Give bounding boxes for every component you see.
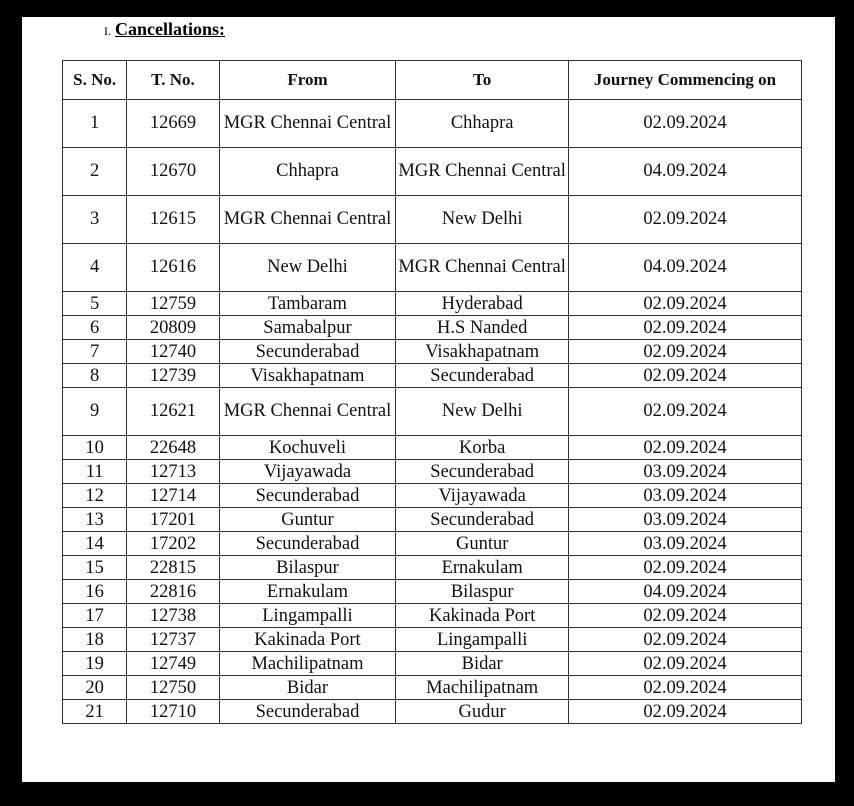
cell-from: Kakinada Port — [219, 628, 396, 652]
table-row — [63, 460, 802, 484]
cell-from: MGR Chennai Central — [219, 196, 396, 244]
table-row — [63, 316, 802, 340]
cell-tno: 12759 — [127, 292, 219, 316]
cell-tno: 22815 — [127, 556, 219, 580]
cell-sno: 9 — [63, 388, 127, 436]
table-row — [63, 604, 802, 628]
document-page — [22, 17, 835, 782]
cell-date: 02.09.2024 — [569, 676, 802, 700]
table-header-row — [63, 61, 802, 100]
section-heading — [104, 19, 225, 40]
cell-to: Kakinada Port — [396, 604, 569, 628]
cell-to: H.S Nanded — [396, 316, 569, 340]
cell-date: 02.09.2024 — [569, 604, 802, 628]
cell-to: Bilaspur — [396, 580, 569, 604]
cell-to: Korba — [396, 436, 569, 460]
cell-tno: 12750 — [127, 676, 219, 700]
cell-to: Gudur — [396, 700, 569, 724]
cell-from: Kochuveli — [219, 436, 396, 460]
cell-tno: 22648 — [127, 436, 219, 460]
cell-from: Secunderabad — [219, 700, 396, 724]
cell-sno: 3 — [63, 196, 127, 244]
cell-tno: 12739 — [127, 364, 219, 388]
table-row — [63, 100, 802, 148]
cell-tno: 12738 — [127, 604, 219, 628]
cell-sno: 12 — [63, 484, 127, 508]
cell-from: Samabalpur — [219, 316, 396, 340]
cell-to: Ernakulam — [396, 556, 569, 580]
cancellations-table — [62, 60, 802, 724]
cell-date: 03.09.2024 — [569, 532, 802, 556]
header-journey-date: Journey Commencing on — [569, 61, 802, 100]
cell-tno: 12621 — [127, 388, 219, 436]
cell-sno: 13 — [63, 508, 127, 532]
cell-date: 02.09.2024 — [569, 436, 802, 460]
cell-to: Bidar — [396, 652, 569, 676]
cell-date: 02.09.2024 — [569, 652, 802, 676]
cell-sno: 15 — [63, 556, 127, 580]
cell-tno: 12616 — [127, 244, 219, 292]
table-row — [63, 676, 802, 700]
cell-date: 04.09.2024 — [569, 580, 802, 604]
table-row — [63, 196, 802, 244]
cell-from: Bilaspur — [219, 556, 396, 580]
table-row — [63, 340, 802, 364]
cell-date: 02.09.2024 — [569, 316, 802, 340]
cell-to: Chhapra — [396, 100, 569, 148]
cell-sno: 21 — [63, 700, 127, 724]
cell-sno: 1 — [63, 100, 127, 148]
cell-to: MGR Chennai Central — [396, 244, 569, 292]
cell-sno: 17 — [63, 604, 127, 628]
cell-from: Ernakulam — [219, 580, 396, 604]
cell-date: 02.09.2024 — [569, 364, 802, 388]
cell-to: Guntur — [396, 532, 569, 556]
cell-from: Secunderabad — [219, 340, 396, 364]
header-sno: S. No. — [63, 61, 127, 100]
cell-to: Secunderabad — [396, 508, 569, 532]
cell-sno: 20 — [63, 676, 127, 700]
cell-tno: 12714 — [127, 484, 219, 508]
cell-to: Vijayawada — [396, 484, 569, 508]
table-row — [63, 700, 802, 724]
cell-tno: 12749 — [127, 652, 219, 676]
cell-from: Secunderabad — [219, 532, 396, 556]
cell-date: 02.09.2024 — [569, 100, 802, 148]
cell-sno: 7 — [63, 340, 127, 364]
header-to: To — [396, 61, 569, 100]
cell-tno: 12670 — [127, 148, 219, 196]
header-tno: T. No. — [127, 61, 219, 100]
cell-date: 03.09.2024 — [569, 484, 802, 508]
cell-from: MGR Chennai Central — [219, 100, 396, 148]
cell-date: 02.09.2024 — [569, 340, 802, 364]
cell-tno: 22816 — [127, 580, 219, 604]
cell-sno: 10 — [63, 436, 127, 460]
cell-from: Vijayawada — [219, 460, 396, 484]
table-row — [63, 148, 802, 196]
cell-date: 02.09.2024 — [569, 556, 802, 580]
cell-date: 02.09.2024 — [569, 700, 802, 724]
cell-sno: 16 — [63, 580, 127, 604]
table-row — [63, 292, 802, 316]
cell-from: Tambaram — [219, 292, 396, 316]
table-row — [63, 388, 802, 436]
section-title: Cancellations: — [115, 19, 225, 39]
cell-sno: 14 — [63, 532, 127, 556]
table-row — [63, 364, 802, 388]
cell-sno: 2 — [63, 148, 127, 196]
cell-to: Secunderabad — [396, 364, 569, 388]
cell-tno: 20809 — [127, 316, 219, 340]
cell-from: Guntur — [219, 508, 396, 532]
cell-tno: 12710 — [127, 700, 219, 724]
table-row — [63, 532, 802, 556]
cell-sno: 11 — [63, 460, 127, 484]
cell-to: Hyderabad — [396, 292, 569, 316]
cell-date: 03.09.2024 — [569, 460, 802, 484]
cell-sno: 19 — [63, 652, 127, 676]
cell-tno: 12737 — [127, 628, 219, 652]
cell-from: Visakhapatnam — [219, 364, 396, 388]
cell-from: Secunderabad — [219, 484, 396, 508]
cell-date: 02.09.2024 — [569, 196, 802, 244]
cell-sno: 8 — [63, 364, 127, 388]
table-row — [63, 508, 802, 532]
cell-sno: 5 — [63, 292, 127, 316]
cell-tno: 12615 — [127, 196, 219, 244]
cell-to: Machilipatnam — [396, 676, 569, 700]
cell-sno: 4 — [63, 244, 127, 292]
cell-tno: 17201 — [127, 508, 219, 532]
cell-sno: 18 — [63, 628, 127, 652]
cell-from: Chhapra — [219, 148, 396, 196]
header-from: From — [219, 61, 396, 100]
cell-date: 02.09.2024 — [569, 388, 802, 436]
cell-to: MGR Chennai Central — [396, 148, 569, 196]
cell-to: Secunderabad — [396, 460, 569, 484]
section-number: I. — [104, 24, 111, 38]
cell-from: MGR Chennai Central — [219, 388, 396, 436]
cell-sno: 6 — [63, 316, 127, 340]
table-row — [63, 244, 802, 292]
cell-from: Machilipatnam — [219, 652, 396, 676]
table-row — [63, 556, 802, 580]
cell-to: New Delhi — [396, 388, 569, 436]
cell-from: New Delhi — [219, 244, 396, 292]
cell-to: New Delhi — [396, 196, 569, 244]
table-row — [63, 580, 802, 604]
cell-tno: 12669 — [127, 100, 219, 148]
cell-tno: 12740 — [127, 340, 219, 364]
table-row — [63, 484, 802, 508]
cell-to: Lingampalli — [396, 628, 569, 652]
cell-from: Bidar — [219, 676, 396, 700]
cell-from: Lingampalli — [219, 604, 396, 628]
cell-date: 04.09.2024 — [569, 148, 802, 196]
cell-to: Visakhapatnam — [396, 340, 569, 364]
cell-date: 03.09.2024 — [569, 508, 802, 532]
cell-date: 02.09.2024 — [569, 628, 802, 652]
cell-tno: 12713 — [127, 460, 219, 484]
cell-date: 04.09.2024 — [569, 244, 802, 292]
table-row — [63, 652, 802, 676]
table-row — [63, 436, 802, 460]
cell-tno: 17202 — [127, 532, 219, 556]
cell-date: 02.09.2024 — [569, 292, 802, 316]
table-row — [63, 628, 802, 652]
